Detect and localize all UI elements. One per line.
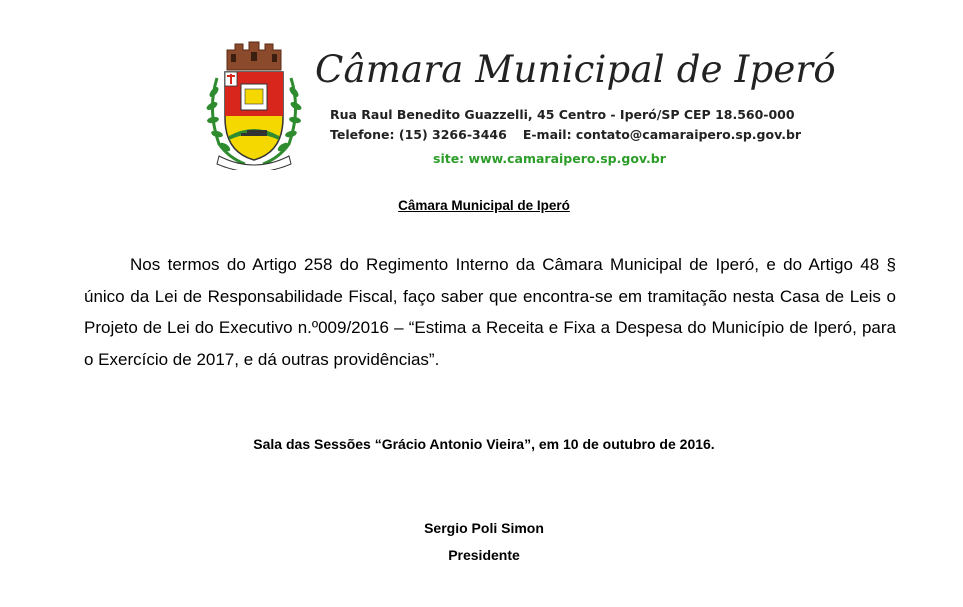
document-title: Câmara Municipal de Iperó xyxy=(398,198,570,213)
session-date-line: Sala das Sessões “Grácio Antonio Vieira”, em 10 de outubro de 2016. xyxy=(253,436,715,452)
letterhead-phone: Telefone: (15) 3266-3446 xyxy=(330,127,507,142)
signatory-name: Sergio Poli Simon xyxy=(424,520,544,536)
letterhead-site: site: www.camaraipero.sp.gov.br xyxy=(433,151,666,166)
letterhead-title: Câmara Municipal de Iperó xyxy=(315,48,836,91)
letterhead-email: E-mail: contato@camaraipero.sp.gov.br xyxy=(522,127,802,142)
municipal-coat-of-arms-icon xyxy=(205,40,303,170)
signatory-role: Presidente xyxy=(448,547,520,563)
document-body: Nos termos do Artigo 258 do Regimento Interno da Câmara Municipal de Iperó, e do Artigo 48 § único da Lei de Responsabilidade Fiscal, faço saber que encontra-se em tramitação nesta Casa de Leis o Projeto de Lei do Executivo n.º009/2016 – “Estima a Receita e Fixa a Despesa do Município de Iperó, para o Exercício de 2017, e dá outras providências”. xyxy=(84,255,896,369)
letterhead-phone-email xyxy=(330,126,801,144)
letterhead-address: Rua Raul Benedito Guazzelli, 45 Centro - Iperó/SP CEP 18.560-000 xyxy=(330,107,795,122)
letterhead xyxy=(205,40,836,172)
